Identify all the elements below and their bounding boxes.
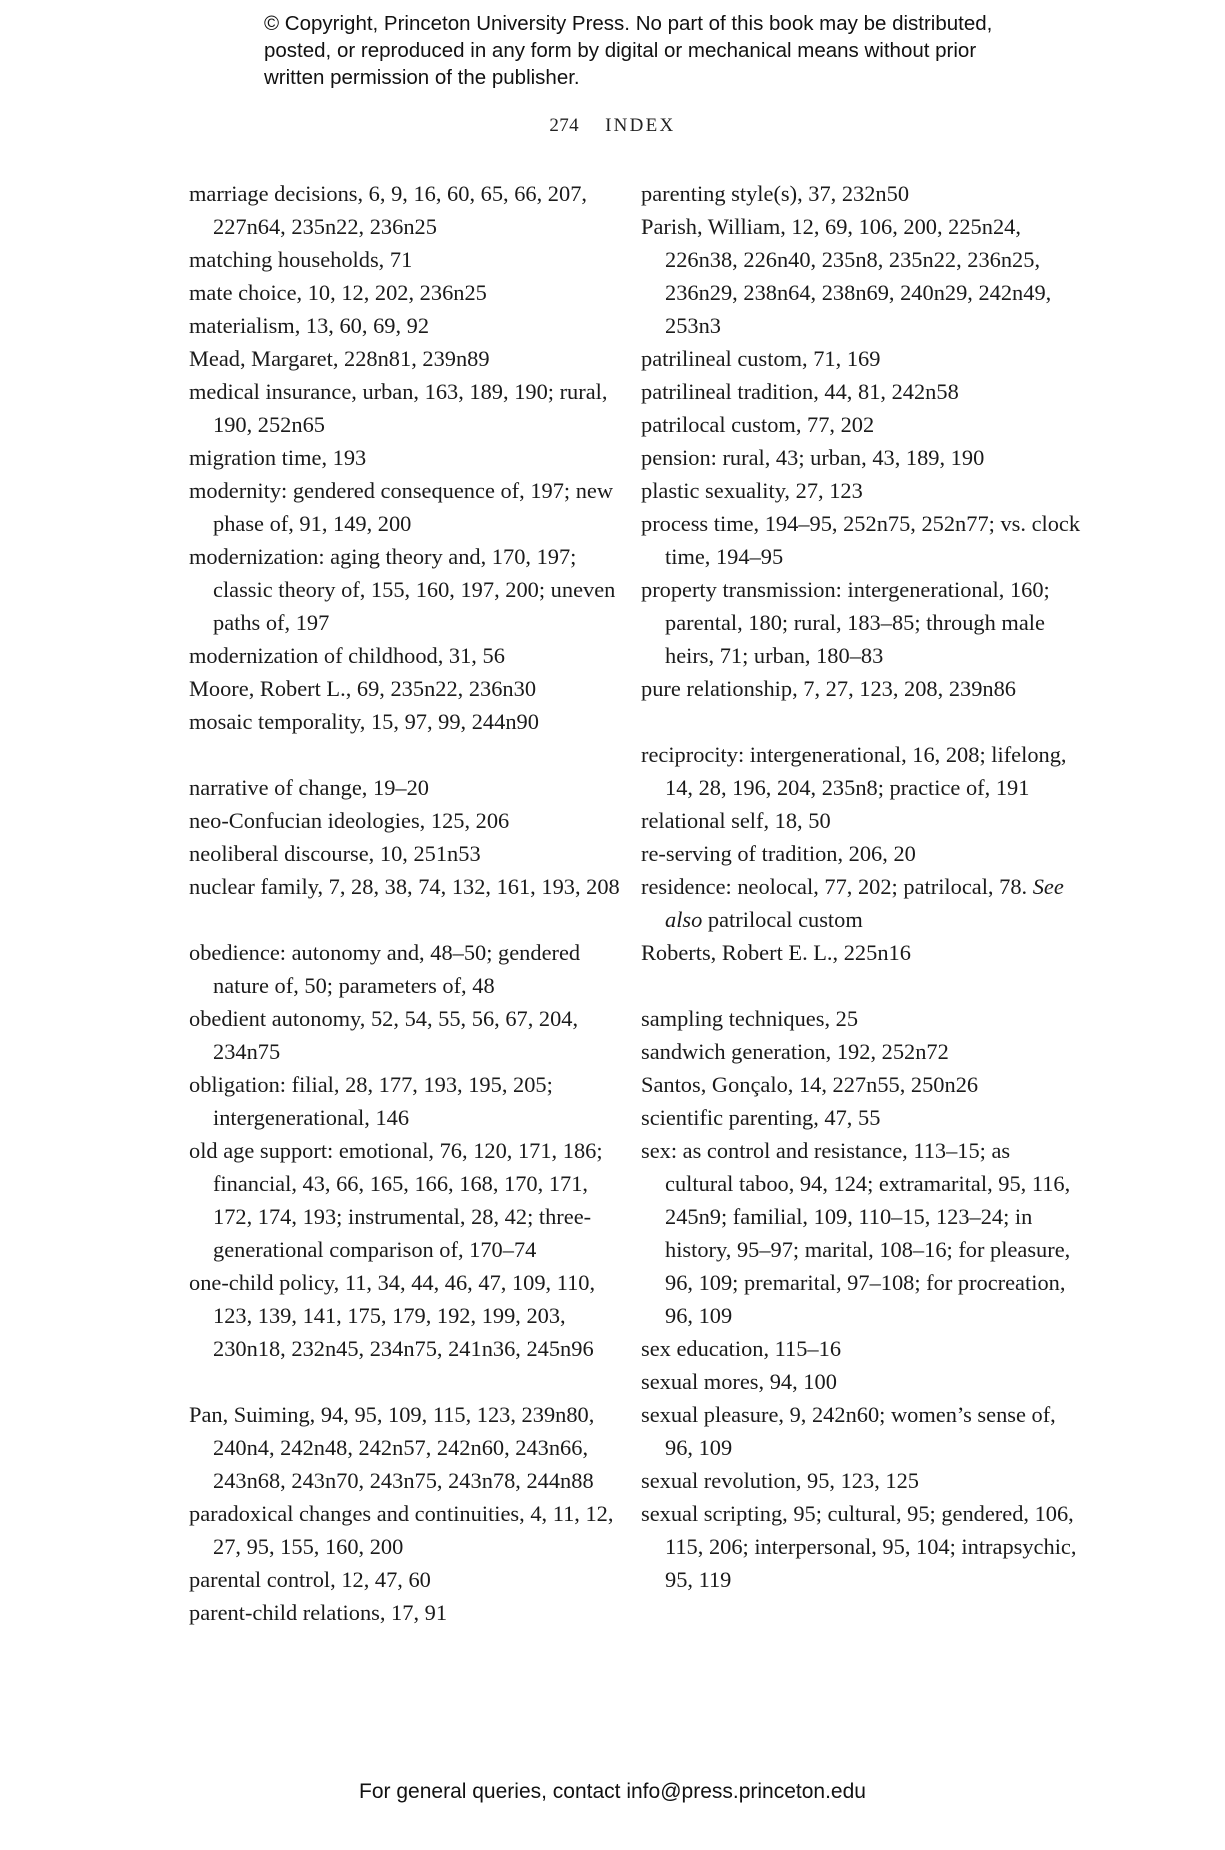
- index-entry: Parish, William, 12, 69, 106, 200, 225n24, 226n38, 226n40, 235n8, 235n22, 236n25, 236n29, 238n64, 238n69, 240n29, 242n49, 253n3: [641, 214, 1052, 338]
- index-entry: sexual scripting, 95; cultural, 95; gendered, 106, 115, 206; interpersonal, 95, 104; intrapsychic, 95, 119: [641, 1501, 1077, 1592]
- index-entry: obedience: autonomy and, 48–50; gendered nature of, 50; parameters of, 48: [189, 940, 581, 998]
- index-entry: Roberts, Robert E. L., 225n16: [641, 940, 911, 965]
- index-entry: scientific parenting, 47, 55: [641, 1105, 881, 1130]
- index-entry: sampling techniques, 25: [641, 1006, 859, 1031]
- index-column-right: [641, 177, 1081, 1596]
- index-entry: modernity: gendered consequence of, 197; new phase of, 91, 149, 200: [189, 478, 614, 536]
- index-entry: sex: as control and resistance, 113–15; as cultural taboo, 94, 124; extramarital, 95, 116, 245n9; familial, 109, 110–15, 123–24; in history, 95–97; marital, 108–16; for pleasure, 96, 109; premarital, 97–108; for procreation, 96, 109: [641, 1138, 1071, 1328]
- index-entry: nuclear family, 7, 28, 38, 74, 132, 161, 193, 208: [189, 874, 620, 899]
- index-entry: sex education, 115–16: [641, 1336, 842, 1361]
- index-entry: patrilineal tradition, 44, 81, 242n58: [641, 379, 959, 404]
- index-entry: parenting style(s), 37, 232n50: [641, 181, 910, 206]
- index-entry: Mead, Margaret, 228n81, 239n89: [189, 346, 490, 371]
- index-entry: mosaic temporality, 15, 97, 99, 244n90: [189, 709, 539, 734]
- index-entry: mate choice, 10, 12, 202, 236n25: [189, 280, 487, 305]
- index-entry: parental control, 12, 47, 60: [189, 1567, 431, 1592]
- index-entry: modernization of childhood, 31, 56: [189, 643, 505, 668]
- index-entry: process time, 194–95, 252n75, 252n77; vs. clock time, 194–95: [641, 511, 1081, 569]
- index-entry: Santos, Gonçalo, 14, 227n55, 250n26: [641, 1072, 979, 1097]
- see-also-target: patrilocal custom: [702, 907, 863, 932]
- index-entry: pure relationship, 7, 27, 123, 208, 239n86: [641, 676, 1016, 701]
- index-entry: patrilocal custom, 77, 202: [641, 412, 875, 437]
- index-entry: sexual pleasure, 9, 242n60; women’s sense of, 96, 109: [641, 1402, 1056, 1460]
- index-entry: matching households, 71: [189, 247, 413, 272]
- index-entry: obligation: filial, 28, 177, 193, 195, 205; intergenerational, 146: [189, 1072, 553, 1130]
- letter-group-gap: [189, 903, 629, 936]
- footer-contact: For general queries, contact info@press.princeton.edu: [359, 1780, 866, 1803]
- index-entry: neoliberal discourse, 10, 251n53: [189, 841, 481, 866]
- index-entry: marriage decisions, 6, 9, 16, 60, 65, 66, 207, 227n64, 235n22, 236n25: [189, 181, 587, 239]
- index-entry: reciprocity: intergenerational, 16, 208; lifelong, 14, 28, 196, 204, 235n8; practice of, 191: [641, 742, 1067, 800]
- index-entry: Pan, Suiming, 94, 95, 109, 115, 123, 239n80, 240n4, 242n48, 242n57, 242n60, 243n66, 243n68, 243n70, 243n75, 243n78, 244n88: [189, 1402, 595, 1493]
- index-entry: sandwich generation, 192, 252n72: [641, 1039, 949, 1064]
- index-entry: old age support: emotional, 76, 120, 171, 186; financial, 43, 66, 165, 166, 168, 170, 171, 172, 174, 193; instrumental, 28, 42; three-generational comparison of, 170–74: [189, 1138, 603, 1262]
- index-entry: sexual mores, 94, 100: [641, 1369, 837, 1394]
- index-entry: migration time, 193: [189, 445, 367, 470]
- index-column-left: [189, 177, 629, 1629]
- index-entry: paradoxical changes and continuities, 4, 11, 12, 27, 95, 155, 160, 200: [189, 1501, 614, 1559]
- index-entry: patrilineal custom, 71, 169: [641, 346, 881, 371]
- index-entry: narrative of change, 19–20: [189, 775, 429, 800]
- index-entry: parent-child relations, 17, 91: [189, 1600, 448, 1625]
- index-entry: Moore, Robert L., 69, 235n22, 236n30: [189, 676, 537, 701]
- index-entry: re-serving of tradition, 206, 20: [641, 841, 916, 866]
- see-also-label: See also: [665, 874, 1064, 932]
- letter-group-gap: [189, 738, 629, 771]
- letter-group-gap: [189, 1365, 629, 1398]
- running-head: [0, 115, 1225, 137]
- index-entry: plastic sexuality, 27, 123: [641, 478, 863, 503]
- index-entry: relational self, 18, 50: [641, 808, 831, 833]
- index-entry: modernization: aging theory and, 170, 197; classic theory of, 155, 160, 197, 200; uneven paths of, 197: [189, 544, 616, 635]
- section-title: INDEX: [605, 115, 676, 136]
- index-entry: one-child policy, 11, 34, 44, 46, 47, 109, 110, 123, 139, 141, 175, 179, 192, 199, 203, 230n18, 232n45, 234n75, 241n36, 245n96: [189, 1270, 596, 1361]
- index-entry: pension: rural, 43; urban, 43, 189, 190: [641, 445, 985, 470]
- letter-group-gap: [641, 969, 1081, 1002]
- index-entry: obedient autonomy, 52, 54, 55, 56, 67, 204, 234n75: [189, 1006, 579, 1064]
- index-entry: neo-Confucian ideologies, 125, 206: [189, 808, 510, 833]
- page-number: 274: [549, 115, 580, 136]
- index-entry: materialism, 13, 60, 69, 92: [189, 313, 430, 338]
- index-entry: property transmission: intergenerational, 160; parental, 180; rural, 183–85; through male heirs, 71; urban, 180–83: [641, 577, 1050, 668]
- copyright-notice: © Copyright, Princeton University Press. No part of this book may be distributed, posted, or reproduced in any form by digital or mechanical means without prior written permission of the publisher.: [264, 12, 993, 89]
- index-entry-residence: [641, 870, 1081, 936]
- index-entry: medical insurance, urban, 163, 189, 190; rural, 190, 252n65: [189, 379, 608, 437]
- entry-text: residence: neolocal, 77, 202; patrilocal, 78.: [641, 874, 1028, 899]
- index-entry: sexual revolution, 95, 123, 125: [641, 1468, 919, 1493]
- letter-group-gap: [641, 705, 1081, 738]
